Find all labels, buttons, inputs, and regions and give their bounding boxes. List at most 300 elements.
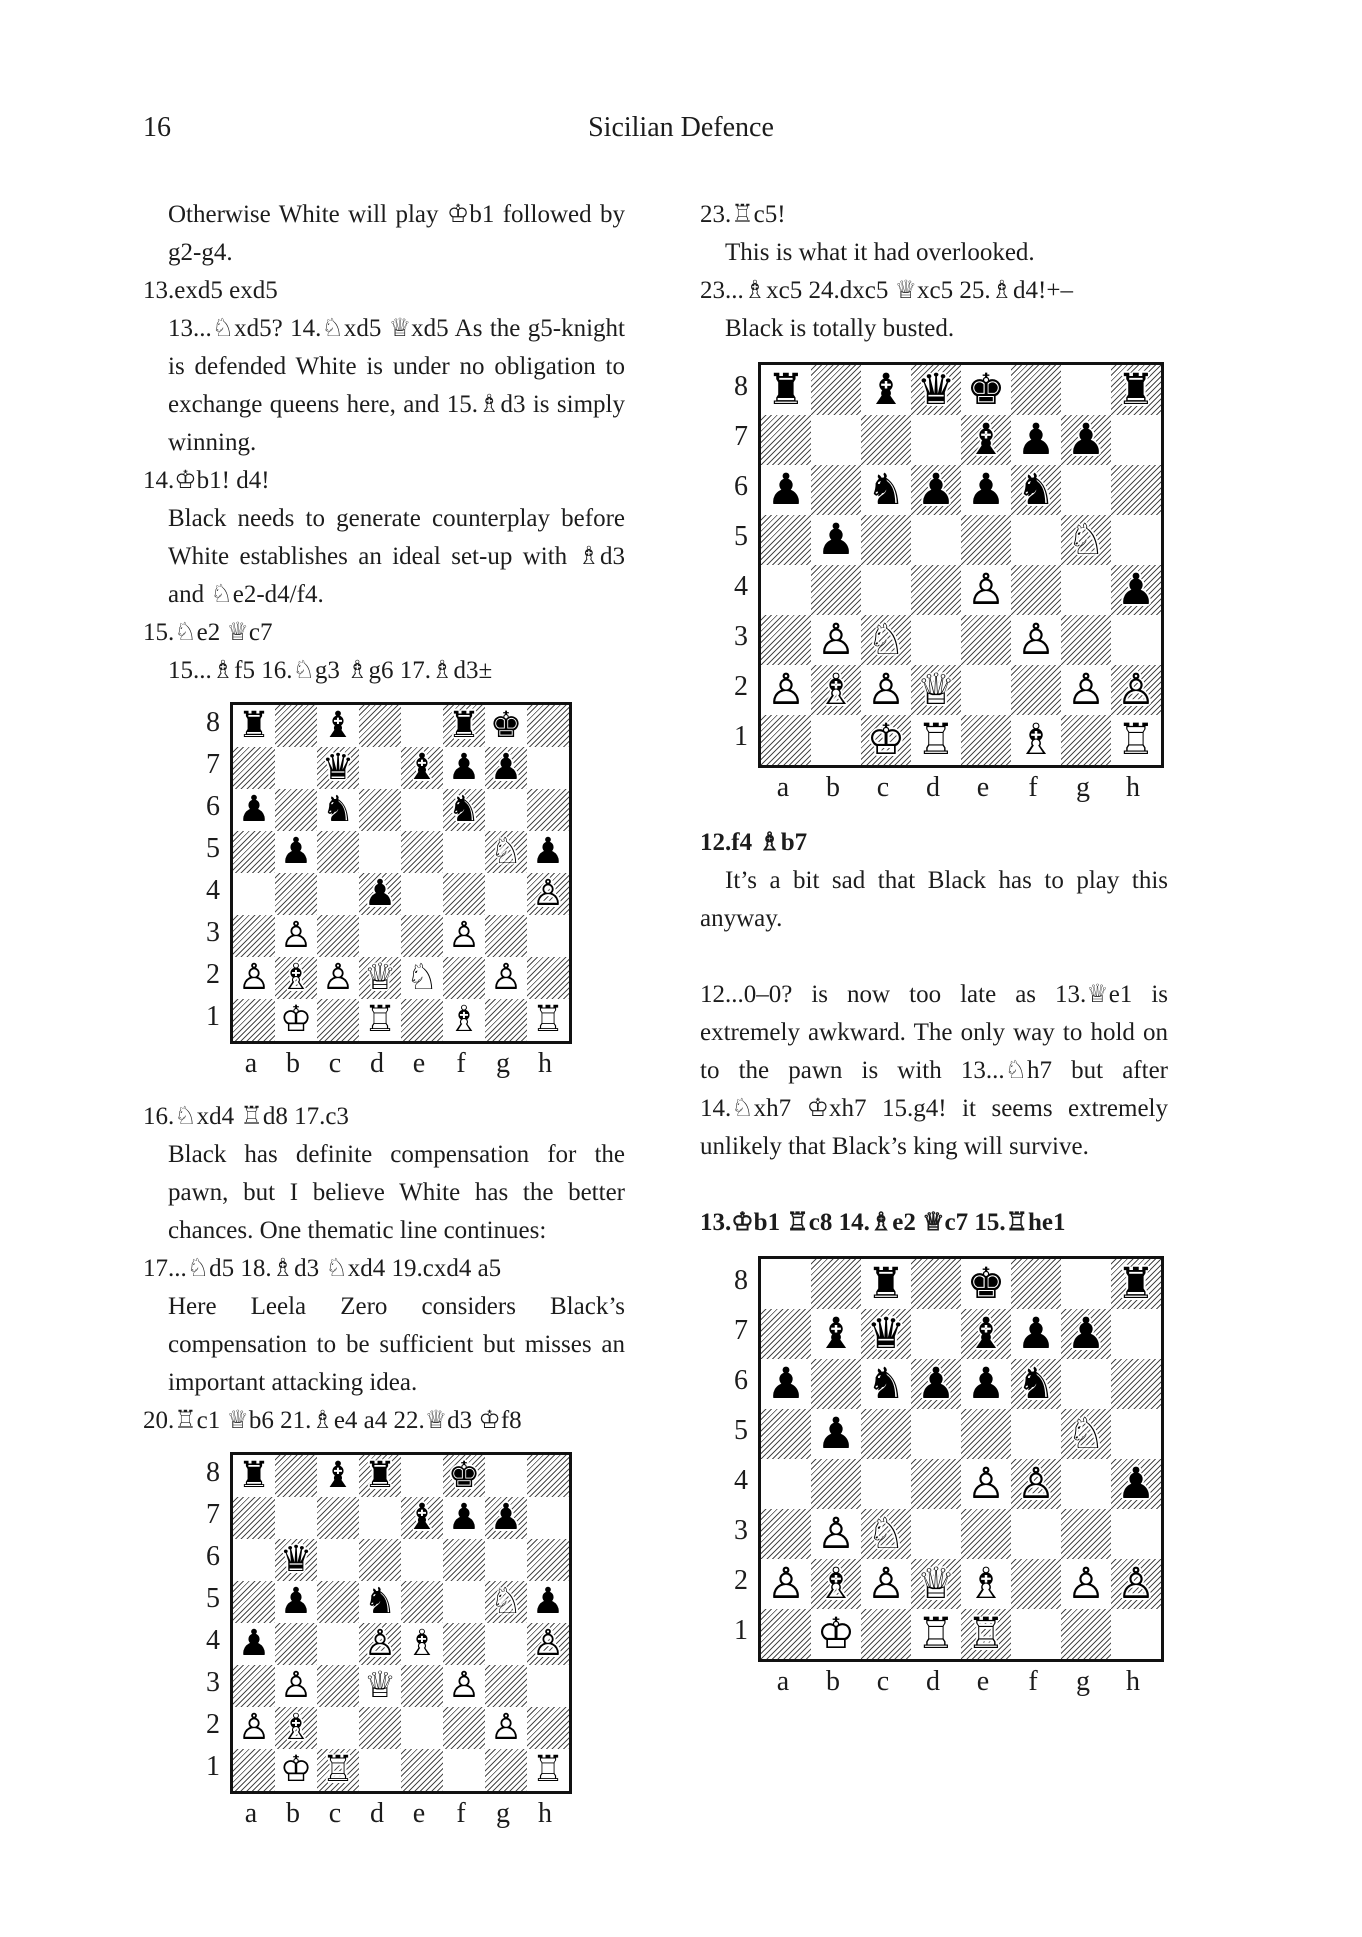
piece-white-rook: ♖ (916, 1608, 956, 1659)
piece-black-knight: ♞ (363, 1581, 397, 1622)
board-square (443, 1623, 485, 1665)
board-square (1111, 1609, 1161, 1659)
board-square (275, 1665, 317, 1707)
board-square (1061, 515, 1111, 565)
board-square (861, 565, 911, 615)
board-square (811, 715, 861, 765)
rank-label: 3 (734, 1515, 748, 1546)
board-square (275, 873, 317, 915)
board-square (961, 1559, 1011, 1609)
piece-white-pawn: ♙ (531, 873, 565, 914)
board-square (275, 705, 317, 747)
piece-black-pawn: ♟ (916, 464, 956, 515)
board-square (527, 1707, 569, 1749)
piece-black-bishop: ♝ (405, 1497, 439, 1538)
piece-white-knight: ♘ (489, 1581, 523, 1622)
board-square (811, 1409, 861, 1459)
rank-label: 7 (206, 749, 220, 780)
piece-black-pawn: ♟ (531, 831, 565, 872)
board-square (527, 1749, 569, 1791)
rank-label: 4 (206, 1625, 220, 1656)
piece-white-pawn: ♙ (1116, 1558, 1156, 1609)
board-square (1111, 565, 1161, 615)
piece-black-pawn: ♟ (766, 464, 806, 515)
board-square (401, 831, 443, 873)
piece-white-pawn: ♙ (766, 664, 806, 715)
board-square (1061, 1459, 1111, 1509)
piece-white-pawn: ♙ (279, 1665, 313, 1706)
board-square (761, 465, 811, 515)
rank-label: 4 (734, 571, 748, 602)
piece-white-pawn: ♙ (966, 564, 1006, 615)
rank-label: 7 (734, 421, 748, 452)
file-label: d (926, 772, 940, 803)
board-square (1061, 615, 1111, 665)
file-label: d (926, 1666, 940, 1697)
board-square (317, 915, 359, 957)
board-square (1011, 1609, 1061, 1659)
rank-label: 5 (206, 833, 220, 864)
piece-black-rook: ♜ (363, 1455, 397, 1496)
piece-black-pawn: ♟ (966, 1358, 1006, 1409)
rank-label: 1 (734, 721, 748, 752)
board-square (443, 1539, 485, 1581)
piece-white-pawn: ♙ (279, 915, 313, 956)
piece-black-pawn: ♟ (916, 1358, 956, 1409)
board-square (911, 515, 961, 565)
board-square (527, 1539, 569, 1581)
piece-white-bishop: ♗ (966, 1558, 1006, 1609)
board-square (1061, 1359, 1111, 1409)
board-square (1011, 715, 1061, 765)
commentary-paragraph: This is what it had overlooked. (725, 239, 1035, 266)
board-square (961, 715, 1011, 765)
board-square (861, 1559, 911, 1609)
board-square (401, 1539, 443, 1581)
board-square (961, 1259, 1011, 1309)
board-square (485, 1455, 527, 1497)
board-square (761, 1459, 811, 1509)
move-line: 15.♘e2 ♕c7 (143, 619, 273, 646)
board-square (761, 1359, 811, 1409)
board-square (443, 705, 485, 747)
piece-black-rook: ♜ (447, 705, 481, 746)
piece-white-queen: ♕ (916, 664, 956, 715)
board-square (401, 1707, 443, 1749)
board-square (861, 515, 911, 565)
diagram-2 (196, 1452, 625, 1830)
board-square (485, 1707, 527, 1749)
board-square (911, 465, 961, 515)
file-label: a (244, 1048, 258, 1079)
piece-black-queen: ♛ (321, 747, 355, 788)
piece-black-king: ♚ (966, 364, 1006, 415)
board-square (527, 1455, 569, 1497)
board-square (527, 873, 569, 915)
board-square (443, 999, 485, 1041)
board-square (811, 1359, 861, 1409)
move-line: 20.♖c1 ♕b6 21.♗e4 a4 22.♕d3 ♔f8 (143, 1407, 522, 1434)
board-square (317, 873, 359, 915)
board-square (233, 1497, 275, 1539)
move-line: 17...♘d5 18.♗d3 ♘xd4 19.cxd4 a5 (143, 1255, 502, 1282)
board-square (317, 1455, 359, 1497)
board-square (317, 747, 359, 789)
board-square (811, 515, 861, 565)
board-square (485, 873, 527, 915)
board-square (359, 1539, 401, 1581)
file-label: a (776, 1666, 790, 1697)
file-label: f (456, 1798, 466, 1829)
board-square (359, 789, 401, 831)
piece-black-pawn: ♟ (966, 464, 1006, 515)
board-square (1111, 1509, 1161, 1559)
page-number: 16 (143, 112, 171, 143)
board-square (317, 1581, 359, 1623)
board-square (861, 1409, 911, 1459)
piece-white-pawn: ♙ (1116, 664, 1156, 715)
rank-label: 8 (734, 1265, 748, 1296)
board-square (233, 999, 275, 1041)
rank-label: 2 (206, 1709, 220, 1740)
board-square (1011, 1509, 1061, 1559)
board-square (275, 1497, 317, 1539)
rank-label: 3 (734, 621, 748, 652)
move-line: 16.♘xd4 ♖d8 17.c3 (143, 1103, 349, 1130)
move-line: 23...♗xc5 24.dxc5 ♕xc5 25.♗d4!+– (700, 277, 1073, 304)
piece-black-pawn: ♟ (447, 1497, 481, 1538)
board-square (861, 1309, 911, 1359)
piece-black-knight: ♞ (1016, 1358, 1056, 1409)
board-square (811, 415, 861, 465)
piece-black-bishop: ♝ (816, 1308, 856, 1359)
piece-white-bishop: ♗ (405, 1623, 439, 1664)
piece-black-king: ♚ (489, 705, 523, 746)
board-square (1061, 665, 1111, 715)
file-label: g (1076, 1666, 1090, 1697)
board-square (485, 1581, 527, 1623)
board-square (911, 1259, 961, 1309)
piece-black-pawn: ♟ (1116, 564, 1156, 615)
board-square (275, 789, 317, 831)
board-square (443, 1497, 485, 1539)
rank-label: 5 (734, 1415, 748, 1446)
rank-label: 3 (206, 1667, 220, 1698)
file-label: h (1126, 1666, 1140, 1697)
board-square (961, 515, 1011, 565)
piece-white-pawn: ♙ (531, 1623, 565, 1664)
rank-label: 2 (734, 1565, 748, 1596)
board-square (1011, 365, 1061, 415)
board-square (1111, 1559, 1161, 1609)
board-square (911, 1509, 961, 1559)
board-square (911, 365, 961, 415)
piece-black-pawn: ♟ (363, 873, 397, 914)
board-square (233, 1665, 275, 1707)
board-square (961, 615, 1011, 665)
rank-label: 4 (206, 875, 220, 906)
board-square (961, 1409, 1011, 1459)
board-square (443, 873, 485, 915)
commentary-paragraph: Black has definite compensation for the pawn, but I believe White has the better chances. One thematic line continues: (168, 1141, 625, 1244)
piece-white-pawn: ♙ (447, 1665, 481, 1706)
board-square (1061, 1309, 1111, 1359)
piece-white-king: ♔ (279, 999, 313, 1040)
file-label: e (976, 1666, 990, 1697)
piece-black-pawn: ♟ (279, 1581, 313, 1622)
piece-white-pawn: ♙ (363, 1623, 397, 1664)
board-square (359, 1581, 401, 1623)
piece-white-rook: ♖ (531, 1749, 565, 1790)
board-square (275, 915, 317, 957)
board-square (233, 1749, 275, 1791)
piece-white-pawn: ♙ (866, 664, 906, 715)
rank-label: 3 (206, 917, 220, 948)
piece-white-king: ♔ (816, 1608, 856, 1659)
piece-black-pawn: ♟ (531, 1581, 565, 1622)
board-square (233, 705, 275, 747)
file-label: g (496, 1798, 510, 1829)
board-square (1111, 365, 1161, 415)
board-square (861, 1259, 911, 1309)
piece-white-pawn: ♙ (766, 1558, 806, 1609)
board-square (443, 789, 485, 831)
piece-black-knight: ♞ (447, 789, 481, 830)
piece-white-pawn: ♙ (1066, 1558, 1106, 1609)
board-square (275, 1581, 317, 1623)
board-square (317, 1539, 359, 1581)
board-square (1111, 715, 1161, 765)
chess-board (758, 1256, 1164, 1662)
board-square (401, 747, 443, 789)
piece-white-pawn: ♙ (321, 957, 355, 998)
board-square (359, 1707, 401, 1749)
board-square (527, 1497, 569, 1539)
board-square (811, 665, 861, 715)
piece-black-rook: ♜ (237, 1455, 271, 1496)
piece-white-bishop: ♗ (816, 1558, 856, 1609)
piece-white-pawn: ♙ (1016, 1458, 1056, 1509)
board-square (233, 915, 275, 957)
rank-label: 8 (206, 707, 220, 738)
board-square (961, 565, 1011, 615)
board-square (485, 1749, 527, 1791)
rank-label: 8 (206, 1457, 220, 1488)
board-square (811, 1609, 861, 1659)
piece-black-bishop: ♝ (866, 364, 906, 415)
piece-white-queen: ♕ (916, 1558, 956, 1609)
board-square (861, 1359, 911, 1409)
spacer (700, 938, 1168, 976)
board-square (485, 1665, 527, 1707)
board-square (961, 365, 1011, 415)
board-square (359, 1497, 401, 1539)
board-square (359, 1749, 401, 1791)
board-square (761, 1309, 811, 1359)
board-square (401, 789, 443, 831)
board-square (443, 957, 485, 999)
board-square (811, 365, 861, 415)
board-square (359, 999, 401, 1041)
board-square (527, 831, 569, 873)
board-square (233, 873, 275, 915)
rank-label: 4 (734, 1465, 748, 1496)
board-square (861, 415, 911, 465)
board-square (911, 1609, 961, 1659)
rank-label: 1 (734, 1615, 748, 1646)
board-square (1111, 1359, 1161, 1409)
board-square (811, 565, 861, 615)
board-square (1111, 615, 1161, 665)
board-square (443, 1707, 485, 1749)
file-label: g (1076, 772, 1090, 803)
rank-label: 5 (206, 1583, 220, 1614)
board-square (961, 465, 1011, 515)
board-square (527, 747, 569, 789)
piece-black-bishop: ♝ (966, 414, 1006, 465)
board-square (811, 1259, 861, 1309)
board-square (485, 789, 527, 831)
chess-board (230, 1452, 572, 1794)
board-square (275, 999, 317, 1041)
board-square (811, 1309, 861, 1359)
board-square (961, 1459, 1011, 1509)
commentary-paragraph: Black is totally busted. (725, 315, 955, 342)
piece-white-bishop: ♗ (1016, 714, 1056, 765)
board-square (861, 1459, 911, 1509)
piece-white-pawn: ♙ (237, 1707, 271, 1748)
board-square (961, 1309, 1011, 1359)
board-square (275, 1539, 317, 1581)
diagram-1 (196, 702, 625, 1080)
board-square (761, 365, 811, 415)
board-square (317, 1665, 359, 1707)
board-square (1011, 1359, 1061, 1409)
piece-white-pawn: ♙ (866, 1558, 906, 1609)
board-square (359, 705, 401, 747)
board-square (911, 1409, 961, 1459)
board-square (233, 957, 275, 999)
file-label: f (1028, 1666, 1038, 1697)
board-square (485, 1497, 527, 1539)
board-square (527, 1623, 569, 1665)
file-label: d (370, 1048, 384, 1079)
board-square (527, 915, 569, 957)
board-square (961, 1359, 1011, 1409)
board-square (527, 1581, 569, 1623)
piece-white-king: ♔ (279, 1749, 313, 1790)
board-square (317, 1623, 359, 1665)
piece-white-pawn: ♙ (816, 614, 856, 665)
board-square (1011, 665, 1061, 715)
board-square (233, 789, 275, 831)
file-label: c (876, 772, 890, 803)
board-square (1111, 1309, 1161, 1359)
piece-black-pawn: ♟ (489, 747, 523, 788)
board-square (861, 1509, 911, 1559)
file-label: f (1028, 772, 1038, 803)
board-square (911, 565, 961, 615)
spacer (700, 1166, 1168, 1204)
piece-black-rook: ♜ (866, 1258, 906, 1309)
board-square (275, 957, 317, 999)
board-square (1061, 465, 1111, 515)
board-square (359, 1455, 401, 1497)
board-square (811, 615, 861, 665)
board-square (233, 1623, 275, 1665)
commentary-paragraph: It’s a bit sad that Black has to play this anyway. (700, 867, 1168, 932)
board-square (527, 789, 569, 831)
board-square (275, 1623, 317, 1665)
board-square (911, 1309, 961, 1359)
piece-black-knight: ♞ (321, 789, 355, 830)
board-square (359, 873, 401, 915)
piece-black-king: ♚ (966, 1258, 1006, 1309)
file-label: g (496, 1048, 510, 1079)
piece-black-pawn: ♟ (489, 1497, 523, 1538)
board-square (1111, 465, 1161, 515)
board-square (275, 831, 317, 873)
commentary-paragraph: 13...♘xd5? 14.♘xd5 ♕xd5 As the g5-knight is defended White is under no obligation to exchange queens here, and 15.♗d3 is simply winning. (168, 315, 625, 456)
file-label: c (328, 1048, 342, 1079)
board-square (961, 665, 1011, 715)
board-square (233, 747, 275, 789)
board-square (401, 1623, 443, 1665)
commentary-paragraph: 15...♗f5 16.♘g3 ♗g6 17.♗d3± (168, 657, 493, 684)
piece-black-knight: ♞ (1016, 464, 1056, 515)
diagram-3 (724, 362, 1168, 804)
rank-label: 7 (734, 1315, 748, 1346)
board-square (401, 705, 443, 747)
board-square (1111, 665, 1161, 715)
board-square (761, 665, 811, 715)
file-label: b (286, 1798, 300, 1829)
piece-black-rook: ♜ (237, 705, 271, 746)
piece-black-bishop: ♝ (321, 705, 355, 746)
board-square (359, 747, 401, 789)
board-square (401, 957, 443, 999)
piece-white-rook: ♖ (1116, 714, 1156, 765)
piece-black-queen: ♛ (279, 1539, 313, 1580)
board-square (961, 1609, 1011, 1659)
board-square (761, 515, 811, 565)
board-square (1061, 565, 1111, 615)
file-label: h (538, 1048, 552, 1079)
move-line: 13.exd5 exd5 (143, 277, 278, 304)
board-square (911, 615, 961, 665)
board-square (1011, 515, 1061, 565)
board-square (275, 1455, 317, 1497)
board-square (485, 705, 527, 747)
board-square (1111, 515, 1161, 565)
board-square (317, 1707, 359, 1749)
piece-black-queen: ♛ (916, 364, 956, 415)
board-square (1011, 1409, 1061, 1459)
piece-white-knight: ♘ (1066, 514, 1106, 565)
file-label: h (538, 1798, 552, 1829)
board-square (485, 747, 527, 789)
piece-white-knight: ♘ (866, 1508, 906, 1559)
piece-white-knight: ♘ (405, 957, 439, 998)
piece-white-pawn: ♙ (1016, 614, 1056, 665)
piece-black-knight: ♞ (866, 464, 906, 515)
board-square (761, 615, 811, 665)
board-square (485, 831, 527, 873)
piece-white-queen: ♕ (363, 1665, 397, 1706)
chess-board (230, 702, 572, 1044)
piece-black-pawn: ♟ (447, 747, 481, 788)
board-square (1111, 415, 1161, 465)
